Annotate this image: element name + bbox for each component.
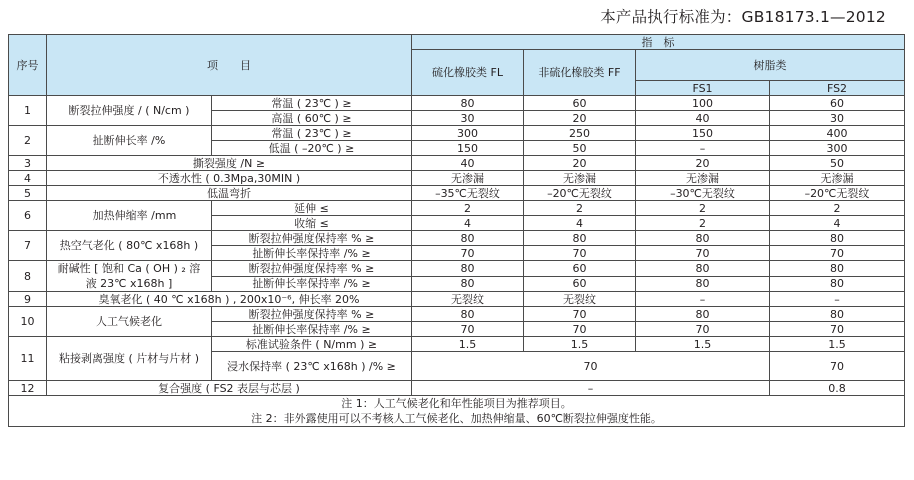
value-fs2: 70 (770, 322, 905, 337)
value-fl: 80 (412, 276, 524, 292)
header-col-fs1: FS1 (636, 81, 770, 96)
spec-table (8, 34, 905, 427)
row-condition: 高温 ( 60℃ ) ≥ (212, 111, 412, 126)
row-number: 10 (9, 307, 47, 337)
value-fs2: 80 (770, 261, 905, 277)
value-ff: 20 (524, 156, 636, 171)
row-number: 5 (9, 186, 47, 201)
note-2: 注 2：非外露使用可以不考核人工气候老化、加热伸缩量、60℃断裂拉伸强度性能。 (251, 412, 662, 425)
value-fs1: 100 (636, 96, 770, 111)
notes (9, 396, 905, 427)
table-row (9, 381, 905, 396)
row-item: 复合强度 ( FS2 表层与芯层 ) (47, 381, 412, 396)
row-item: 不透水性 ( 0.3Mpa,30MIN ) (47, 171, 412, 186)
row-condition: 常温 ( 23℃ ) ≥ (212, 126, 412, 141)
row-condition: 断裂拉伸强度保持率 % ≥ (212, 231, 412, 246)
value-fs2: –20℃无裂纹 (770, 186, 905, 201)
row-number: 8 (9, 261, 47, 292)
value-fs2: 80 (770, 231, 905, 246)
value-fl: –35℃无裂纹 (412, 186, 524, 201)
value-fs1: – (636, 292, 770, 307)
row-item: 断裂拉伸强度 / ( N/cm ) (47, 96, 212, 126)
table-row (9, 231, 905, 246)
row-number: 7 (9, 231, 47, 261)
row-item (47, 261, 212, 292)
value-fs2: 80 (770, 276, 905, 292)
header-indicator: 指 标 (412, 35, 905, 50)
table-row (9, 261, 905, 277)
row-condition: 标准试验条件 ( N/mm ) ≥ (212, 337, 412, 352)
row-item: 撕裂强度 /N ≥ (47, 156, 412, 171)
table-row (9, 307, 905, 322)
value-ff: 70 (524, 322, 636, 337)
row-number: 3 (9, 156, 47, 171)
value-ff: 4 (524, 216, 636, 231)
notes-row (9, 396, 905, 427)
row-item: 加热伸缩率 /mm (47, 201, 212, 231)
row-condition: 断裂拉伸强度保持率 % ≥ (212, 307, 412, 322)
row-condition: 延伸 ≤ (212, 201, 412, 216)
value-fs1: 80 (636, 276, 770, 292)
value-fs2: – (770, 292, 905, 307)
row-number: 6 (9, 201, 47, 231)
value-fs2: 4 (770, 216, 905, 231)
table-row (9, 337, 905, 352)
header-col-fl: 硫化橡胶类 FL (412, 50, 524, 96)
table-row (9, 292, 905, 307)
value-fs1: – (636, 141, 770, 156)
value-fs1: 70 (636, 246, 770, 261)
value-fs2: 60 (770, 96, 905, 111)
row-item-line-1: 耐碱性 [ 饱和 Ca ( OH ) ₂ 溶 (57, 262, 201, 275)
header-seq: 序号 (9, 35, 47, 96)
value-fs2: 30 (770, 111, 905, 126)
value-fs1: 150 (636, 126, 770, 141)
row-number: 9 (9, 292, 47, 307)
value-fl: 1.5 (412, 337, 524, 352)
value-fs2: 2 (770, 201, 905, 216)
value-fs2: 70 (770, 352, 905, 381)
row-item: 粘接剥离强度 ( 片材与片材 ) (47, 337, 212, 381)
value-ff: 60 (524, 261, 636, 277)
value-fs1: 70 (636, 322, 770, 337)
value-fl: 150 (412, 141, 524, 156)
value-fs1: 80 (636, 307, 770, 322)
value-ff: 1.5 (524, 337, 636, 352)
value-fl: 300 (412, 126, 524, 141)
table-row (9, 201, 905, 216)
header-col-fs2: FS2 (770, 81, 905, 96)
value-ff: 70 (524, 246, 636, 261)
table-row (9, 171, 905, 186)
value-fs1: 80 (636, 261, 770, 277)
row-condition: 低温 ( –20℃ ) ≥ (212, 141, 412, 156)
value-ff: 50 (524, 141, 636, 156)
value-fs1: 1.5 (636, 337, 770, 352)
value-fs2: 300 (770, 141, 905, 156)
value-fs1: 2 (636, 201, 770, 216)
row-condition: 扯断伸长率保持率 /% ≥ (212, 322, 412, 337)
value-ff: 60 (524, 96, 636, 111)
value-ff: 250 (524, 126, 636, 141)
row-condition: 扯断伸长率保持率 /% ≥ (212, 276, 412, 292)
row-condition: 收缩 ≤ (212, 216, 412, 231)
value-fl: 无渗漏 (412, 171, 524, 186)
row-condition: 浸水保持率 ( 23℃ x168h ) /% ≥ (212, 352, 412, 381)
row-item-line-2: 液 23℃ x168h ] (85, 277, 173, 290)
value-fs1: 2 (636, 216, 770, 231)
value-ff: 60 (524, 276, 636, 292)
value-fs1: 无渗漏 (636, 171, 770, 186)
value-fl: 无裂纹 (412, 292, 524, 307)
value-fs2: 无渗漏 (770, 171, 905, 186)
value-merged: – (412, 381, 770, 396)
table-row (9, 96, 905, 111)
value-fs2: 50 (770, 156, 905, 171)
value-fl: 80 (412, 96, 524, 111)
table-row (9, 156, 905, 171)
row-item: 人工气候老化 (47, 307, 212, 337)
row-number: 1 (9, 96, 47, 126)
table-row (9, 186, 905, 201)
value-fl: 70 (412, 322, 524, 337)
header-item: 项 目 (47, 35, 412, 96)
row-number: 11 (9, 337, 47, 381)
value-fs2: 80 (770, 307, 905, 322)
row-condition: 断裂拉伸强度保持率 % ≥ (212, 261, 412, 277)
value-fl: 40 (412, 156, 524, 171)
value-fs1: 80 (636, 231, 770, 246)
value-fs2: 400 (770, 126, 905, 141)
value-fl: 80 (412, 307, 524, 322)
header-row-1 (9, 35, 905, 50)
note-1: 注 1：人工气候老化和年性能项目为推荐项目。 (341, 397, 572, 410)
standard-note: 本产品执行标准为：GB18173.1—2012 (600, 8, 886, 26)
value-fl: 30 (412, 111, 524, 126)
value-ff: 20 (524, 111, 636, 126)
value-ff: 70 (524, 307, 636, 322)
row-condition: 常温 ( 23℃ ) ≥ (212, 96, 412, 111)
header-col-ff: 非硫化橡胶类 FF (524, 50, 636, 96)
row-condition: 扯断伸长率保持率 /% ≥ (212, 246, 412, 261)
value-fs1: 20 (636, 156, 770, 171)
value-fs1: 40 (636, 111, 770, 126)
value-fs2: 70 (770, 246, 905, 261)
row-item: 低温弯折 (47, 186, 412, 201)
value-fs2: 0.8 (770, 381, 905, 396)
value-ff: 无渗漏 (524, 171, 636, 186)
value-ff: –20℃无裂纹 (524, 186, 636, 201)
value-ff: 无裂纹 (524, 292, 636, 307)
value-fl: 80 (412, 261, 524, 277)
row-number: 12 (9, 381, 47, 396)
row-number: 4 (9, 171, 47, 186)
value-fl: 4 (412, 216, 524, 231)
value-fl: 2 (412, 201, 524, 216)
value-fs1: –30℃无裂纹 (636, 186, 770, 201)
value-fl: 80 (412, 231, 524, 246)
row-item: 扯断伸长率 /% (47, 126, 212, 156)
row-number: 2 (9, 126, 47, 156)
value-fl: 70 (412, 246, 524, 261)
table-row (9, 126, 905, 141)
value-fs2: 1.5 (770, 337, 905, 352)
value-merged: 70 (412, 352, 770, 381)
header-resin: 树脂类 (636, 50, 905, 81)
value-ff: 80 (524, 231, 636, 246)
row-item: 臭氧老化 ( 40 ℃ x168h ) , 200x10⁻⁶, 伸长率 20% (47, 292, 412, 307)
row-item: 热空气老化 ( 80℃ x168h ) (47, 231, 212, 261)
value-ff: 2 (524, 201, 636, 216)
